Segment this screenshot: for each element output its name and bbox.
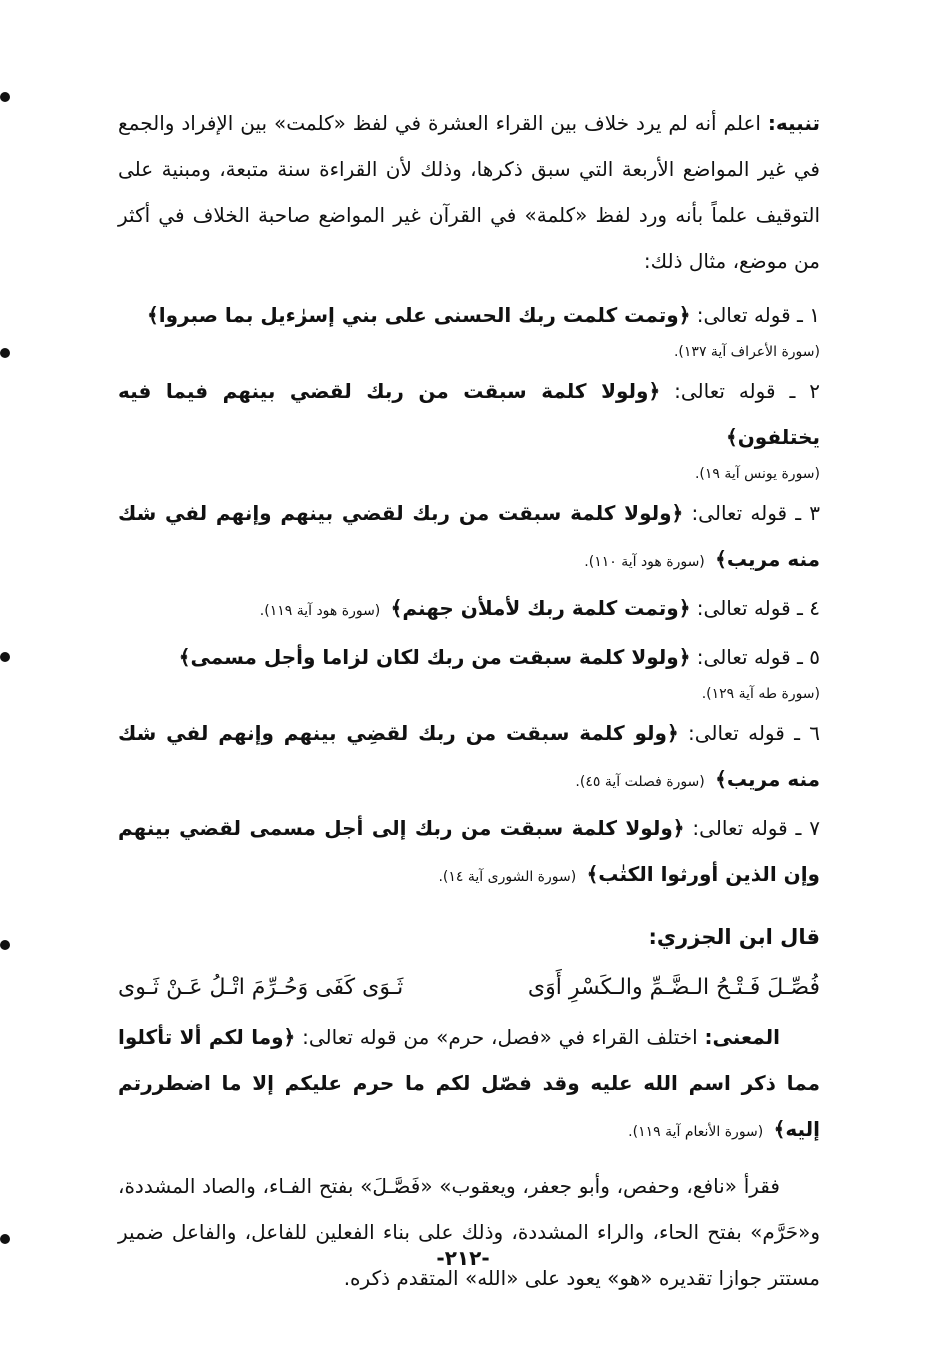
example-number: ٤ ـ xyxy=(797,596,820,620)
example-intro: قوله تعالى: xyxy=(691,501,788,525)
example-ref: (سورة الأعراف آية ١٣٧). xyxy=(673,344,820,360)
poem-hemistich-right: فُصِّـلَ فَـتْـحُ الـضَّـمِّ والـكَسْرِ أَوَى xyxy=(527,975,820,1000)
example-ref: (سورة يونس آية ١٩). xyxy=(694,466,820,482)
example-item xyxy=(118,585,820,634)
meaning-paragraph xyxy=(118,1014,820,1155)
example-verse: ﴿ولولا كلمة سبقت من ربك إلى أجل مسمى لقضي بينهم وإن الذين أورثوا الكتٰب﴾ xyxy=(118,816,820,886)
example-ref: (سورة الشورى آية ١٤). xyxy=(438,869,577,885)
example-item xyxy=(118,490,820,585)
example-ref: (سورة طه آية ١٢٩). xyxy=(701,686,820,702)
scan-mark xyxy=(0,940,10,950)
example-intro: قوله تعالى: xyxy=(692,816,788,840)
scan-mark xyxy=(0,1234,10,1244)
example-verse: ﴿ولولا كلمة سبقت من ربك لكان لزاما وأجل مسمى﴾ xyxy=(178,645,691,669)
jazari-heading: قال ابن الجزري: xyxy=(648,925,820,949)
example-verse: ﴿ولو كلمة سبقت من ربك لقضِي بينهم وإنهم لفي شك منه مريب﴾ xyxy=(118,721,820,791)
example-intro: قوله تعالى: xyxy=(674,379,776,403)
example-ref: (سورة هود آية ١١٩). xyxy=(259,603,381,619)
meaning-label: المعنى: xyxy=(704,1025,781,1049)
page-body xyxy=(118,100,820,1301)
scan-mark xyxy=(0,92,10,102)
example-item xyxy=(118,634,820,708)
example-item xyxy=(118,292,820,366)
example-verse: ﴿ولولا كلمة سبقت من ربك لقضي بينهم فيما فيه يختلفون﴾ xyxy=(118,379,820,449)
example-ref: (سورة فصلت آية ٤٥). xyxy=(575,774,705,790)
reading-paragraph xyxy=(118,1163,820,1301)
note-text: اعلم أنه لم يرد خلاف بين القراء العشرة في لفظ «كلمت» بين الإفراد والجمع في غير المواضع الأربعة التي سبق ذكرها، وذلك لأن القراءة سنة متبعة، ومبنية على التوقيف علماً بأنه ورد لفظ «كلمة» في القرآن غير المواضع صاحبة الخلاف في أكثر من موضع، مثال ذلك: xyxy=(118,111,820,273)
meaning-verse: ﴿وما لكم ألا تأكلوا مما ذكر اسم الله عليه وقد فصّل لكم ما حرم عليكم إلا ما اضطررتم إليه﴾ xyxy=(118,1025,820,1141)
reading-text: فقرأ «نافع، وحفص، وأبو جعفر، ويعقوب» «فَصَّـلَ» بفتح الفـاء، والصاد المشددة، و«حَرَّم» بفتح الحاء، والراء المشددة، وذلك على بناء الفعلين للفاعل، والفاعل ضمير مستتر جوازا تقديره «هو» يعود على «الله» المتقدم ذكره. xyxy=(118,1174,820,1290)
example-item xyxy=(118,710,820,805)
example-verse: ﴿وتمت كلمة ربك لأملأن جهنم﴾ xyxy=(390,596,691,620)
example-number: ٦ ـ xyxy=(794,721,821,745)
meaning-ref: (سورة الأنعام آية ١١٩). xyxy=(628,1124,764,1140)
note-label: تنبيه: xyxy=(767,111,820,135)
example-verse: ﴿ولولا كلمة سبقت من ربك لقضي بينهم وإنهم لفي شك منه مريب﴾ xyxy=(118,501,820,571)
note-paragraph xyxy=(118,100,820,284)
poem-verse xyxy=(118,962,820,1014)
scan-mark xyxy=(0,348,10,358)
poem-hemistich-left: ثَـوَى كَفَى وَحُـرِّمَ اتْـلُ عَـنْ ثَـوى xyxy=(118,975,404,1000)
example-intro: قوله تعالى: xyxy=(696,645,791,669)
example-intro: قوله تعالى: xyxy=(696,596,791,620)
example-number: ٢ ـ xyxy=(789,379,820,403)
example-intro: قوله تعالى: xyxy=(696,303,791,327)
example-number: ٧ ـ xyxy=(795,816,820,840)
examples-list xyxy=(118,292,820,900)
meaning-text: اختلف القراء في «فصل، حرم» من قوله تعالى: xyxy=(302,1025,698,1049)
example-item xyxy=(118,805,820,900)
page-number: -٢١٢- xyxy=(436,1246,490,1270)
scan-mark xyxy=(0,652,10,662)
example-item xyxy=(118,368,820,488)
example-verse: ﴿وتمت كلمت ربك الحسنى على بني إسرٰءيل بما صبروا﴾ xyxy=(147,303,691,327)
example-intro: قوله تعالى: xyxy=(688,721,785,745)
example-number: ١ ـ xyxy=(797,303,820,327)
example-ref: (سورة هود آية ١١٠). xyxy=(584,554,705,570)
example-number: ٥ ـ xyxy=(797,645,820,669)
example-number: ٣ ـ xyxy=(795,501,821,525)
